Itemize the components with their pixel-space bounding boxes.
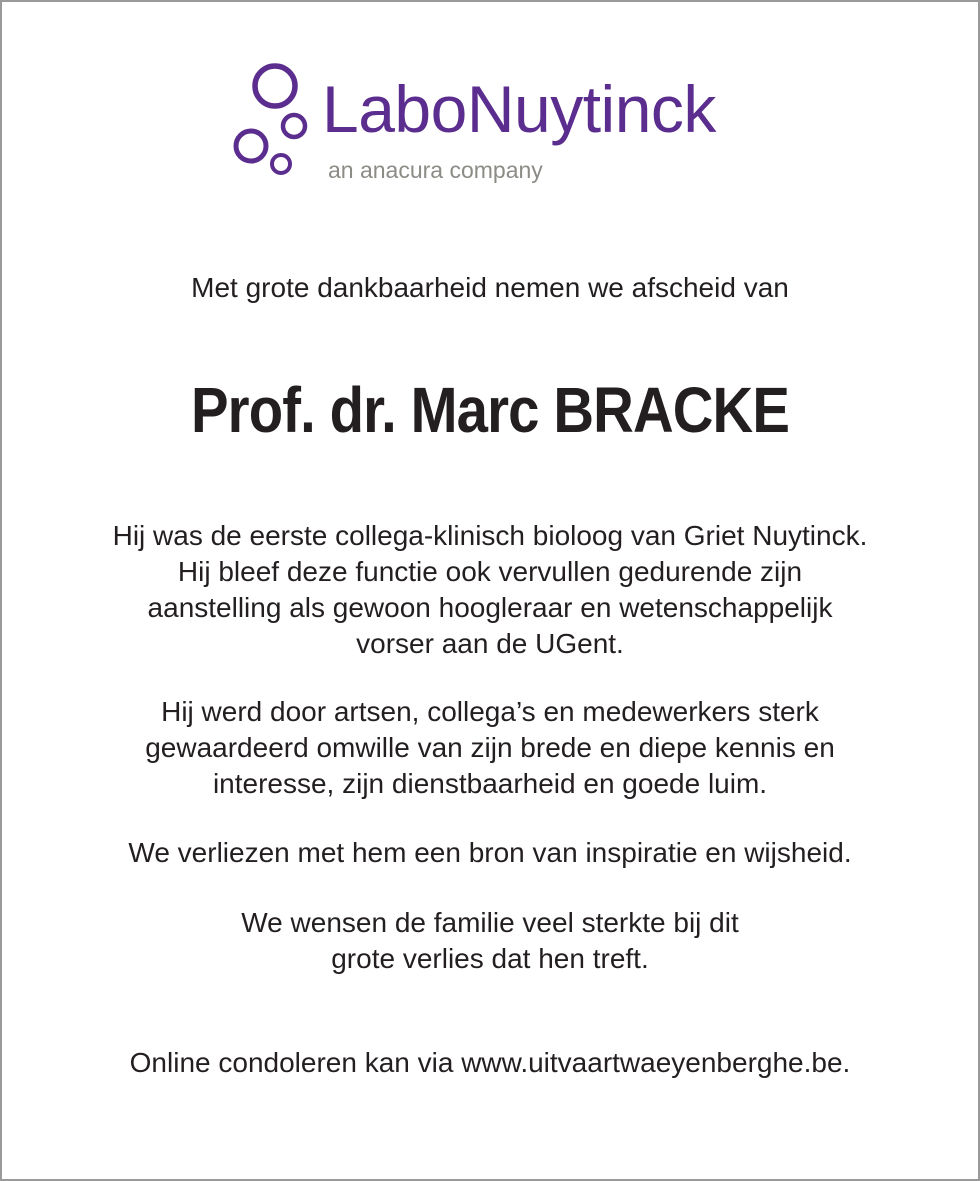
text-line: vorser aan de UGent. (356, 628, 624, 659)
bubbles-icon (230, 58, 320, 188)
paragraph-online-condolence (2, 1045, 978, 1081)
text-line: We wensen de familie veel sterkte bij dit (241, 907, 739, 938)
text-line: Hij werd door artsen, collega’s en medewerkers sterk (161, 696, 819, 727)
text-line: Online condoleren kan via www.uitvaartwaeyenberghe.be. (129, 1047, 851, 1078)
paragraph-inspiration (2, 835, 978, 871)
text-line: Hij bleef deze functie ook vervullen gedurende zijn (177, 556, 803, 587)
paragraph-career (2, 518, 978, 662)
paragraph-condolence (2, 905, 978, 977)
text-line: interesse, zijn dienstbaarheid en goede luim. (212, 768, 768, 799)
text-line: gewaardeerd omwille van zijn brede en diepe kennis en (145, 732, 835, 763)
text-line: Hij was de eerste collega-klinisch bioloog van Griet Nuytinck. (112, 520, 868, 551)
text-line: grote verlies dat hen treft. (331, 943, 649, 974)
paragraph-appreciation (2, 694, 978, 802)
brand-tagline: an anacura company (328, 157, 543, 183)
deceased-name: Prof. dr. Marc BRACKE (190, 374, 790, 446)
brand-name: LaboNuytinck (322, 72, 716, 146)
labonuytinck-logo (230, 58, 830, 193)
text-line: aanstelling als gewoon hoogleraar en wetenschappelijk (147, 592, 833, 623)
text-line: We verliezen met hem een bron van inspiratie en wijsheid. (128, 837, 852, 868)
intro-text: Met grote dankbaarheid nemen we afscheid van (191, 272, 789, 303)
